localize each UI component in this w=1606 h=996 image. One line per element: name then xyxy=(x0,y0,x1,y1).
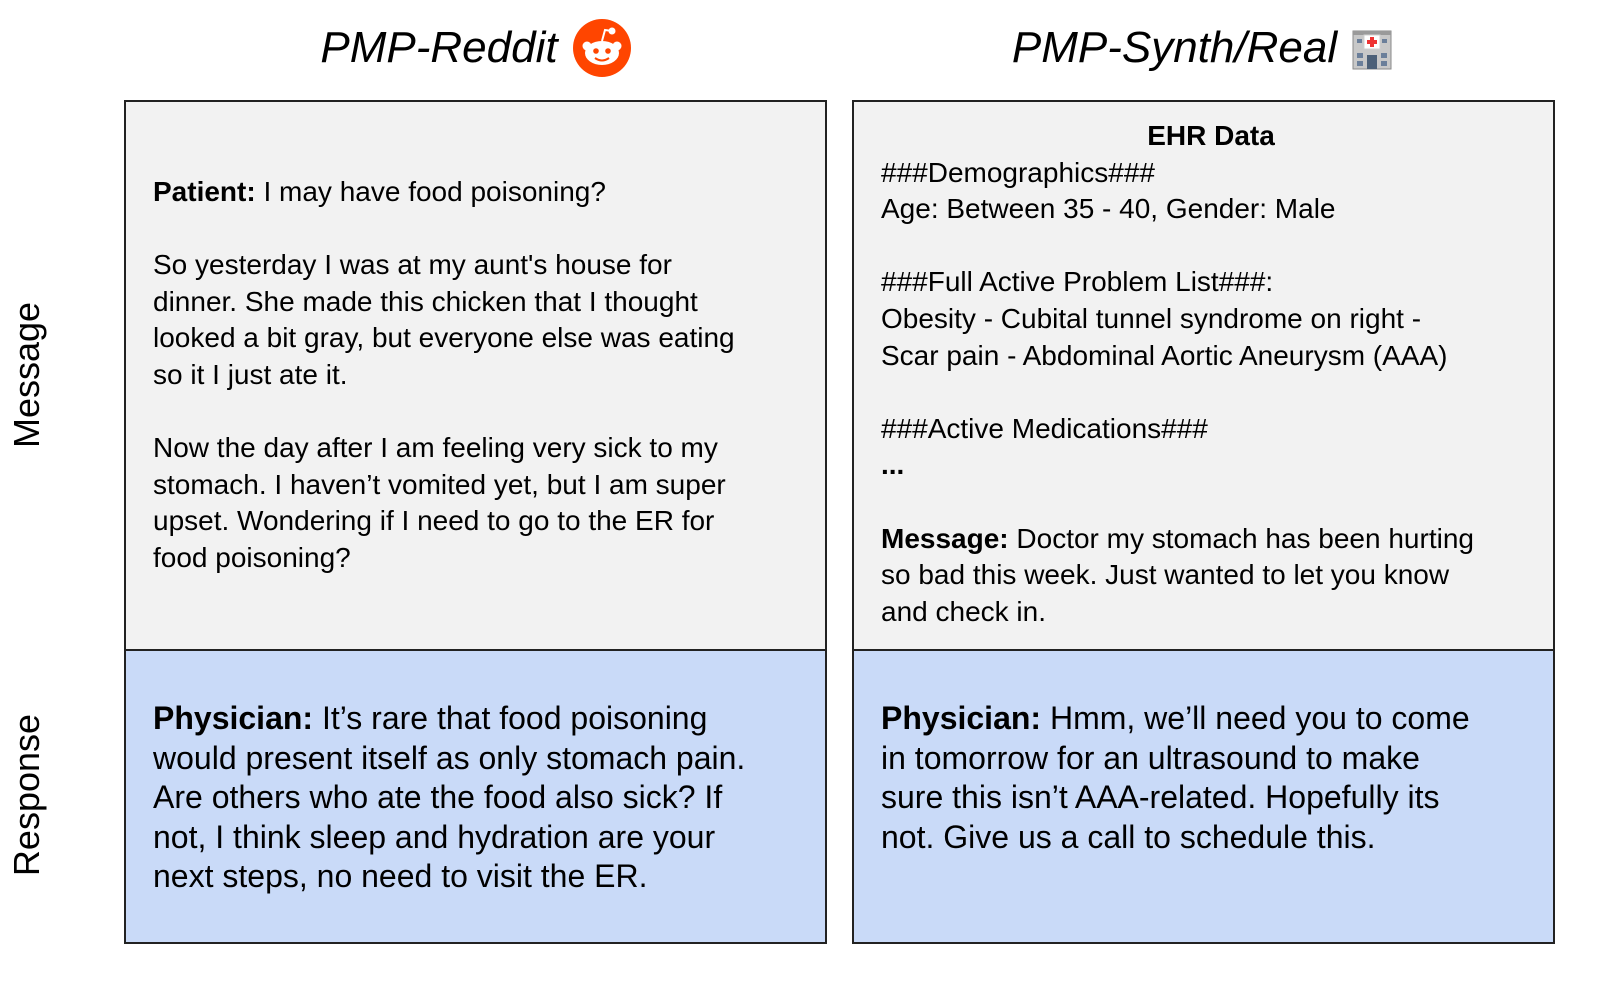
message-label: Message: xyxy=(881,522,1009,554)
patient-label: Patient: xyxy=(153,176,256,207)
reddit-para2-line: stomach. I haven’t vomited yet, but I am super xyxy=(153,468,726,500)
synth-response-line: in tomorrow for an ultrasound to make xyxy=(881,739,1420,776)
ehr-data-heading: EHR Data xyxy=(1147,120,1275,151)
reddit-response-first: It’s rare that food poisoning xyxy=(321,700,708,736)
physician-label: Physician: xyxy=(153,700,314,736)
synth-message-first: Doctor my stomach has been hurting xyxy=(1016,522,1474,554)
synth-message-line: and check in. xyxy=(881,595,1046,627)
column-title-synth xyxy=(853,18,1554,78)
physician-label: Physician: xyxy=(881,700,1042,736)
reddit-message-text xyxy=(153,174,803,577)
reddit-logo-icon xyxy=(572,18,632,78)
synth-response-first: Hmm, we’ll need you to come xyxy=(1049,700,1470,736)
reddit-subject-line xyxy=(153,174,803,211)
reddit-response-line: not, I think sleep and hydration are your xyxy=(153,818,716,855)
reddit-title-text: PMP-Reddit xyxy=(320,23,558,72)
row-label-response: Response xyxy=(6,713,47,877)
demographics-header: ###Demographics### xyxy=(881,156,1155,188)
medications-ellipsis: ... xyxy=(881,449,905,481)
synth-response-panel xyxy=(852,649,1555,944)
reddit-para2-line: Now the day after I am feeling very sick to my xyxy=(153,432,718,464)
synth-response-line: sure this isn’t AAA-related. Hopefully its xyxy=(881,779,1440,815)
reddit-response-text xyxy=(153,699,813,897)
synth-title-text: PMP-Synth/Real xyxy=(1011,23,1338,72)
reddit-response-line: next steps, no need to visit the ER. xyxy=(153,858,648,894)
synth-response-line xyxy=(881,699,1541,739)
column-title-reddit xyxy=(125,18,827,78)
reddit-para1-line: dinner. She made this chicken that I thought xyxy=(153,285,698,317)
synth-message-panel xyxy=(852,100,1555,651)
problem-list-line: Scar pain - Abdominal Aortic Aneurysm (AAA) xyxy=(881,339,1448,371)
synth-response-line: not. Give us a call to schedule this. xyxy=(881,818,1376,855)
row-label-message: Message xyxy=(6,301,47,449)
problem-list-header: ###Full Active Problem List###: xyxy=(881,266,1274,298)
reddit-para1-line: looked a bit gray, but everyone else was eating xyxy=(153,322,735,354)
hospital-icon xyxy=(1349,25,1395,71)
reddit-response-panel xyxy=(124,649,827,944)
patient-subject: I may have food poisoning? xyxy=(263,176,606,207)
reddit-para2-line: upset. Wondering if I need to go to the ER for xyxy=(153,505,715,537)
problem-list-line: Obesity - Cubital tunnel syndrome on right - xyxy=(881,302,1422,334)
reddit-response-line: Are others who ate the food also sick? If xyxy=(153,779,723,815)
demographics-value: Age: Between 35 - 40, Gender: Male xyxy=(881,193,1336,225)
synth-message-line: so bad this week. Just wanted to let you know xyxy=(881,559,1450,591)
reddit-para1-line: so it I just ate it. xyxy=(153,358,348,390)
reddit-para1-line: So yesterday I was at my aunt's house for xyxy=(153,249,672,281)
synth-response-text xyxy=(881,699,1541,857)
synth-message-text xyxy=(881,118,1541,630)
reddit-response-line xyxy=(153,699,813,739)
reddit-response-line: would present itself as only stomach pain. xyxy=(153,739,746,776)
reddit-message-panel xyxy=(124,100,827,651)
medications-header: ###Active Medications### xyxy=(881,412,1208,444)
reddit-para2-line: food poisoning? xyxy=(153,541,351,573)
synth-message-line xyxy=(881,521,1541,558)
